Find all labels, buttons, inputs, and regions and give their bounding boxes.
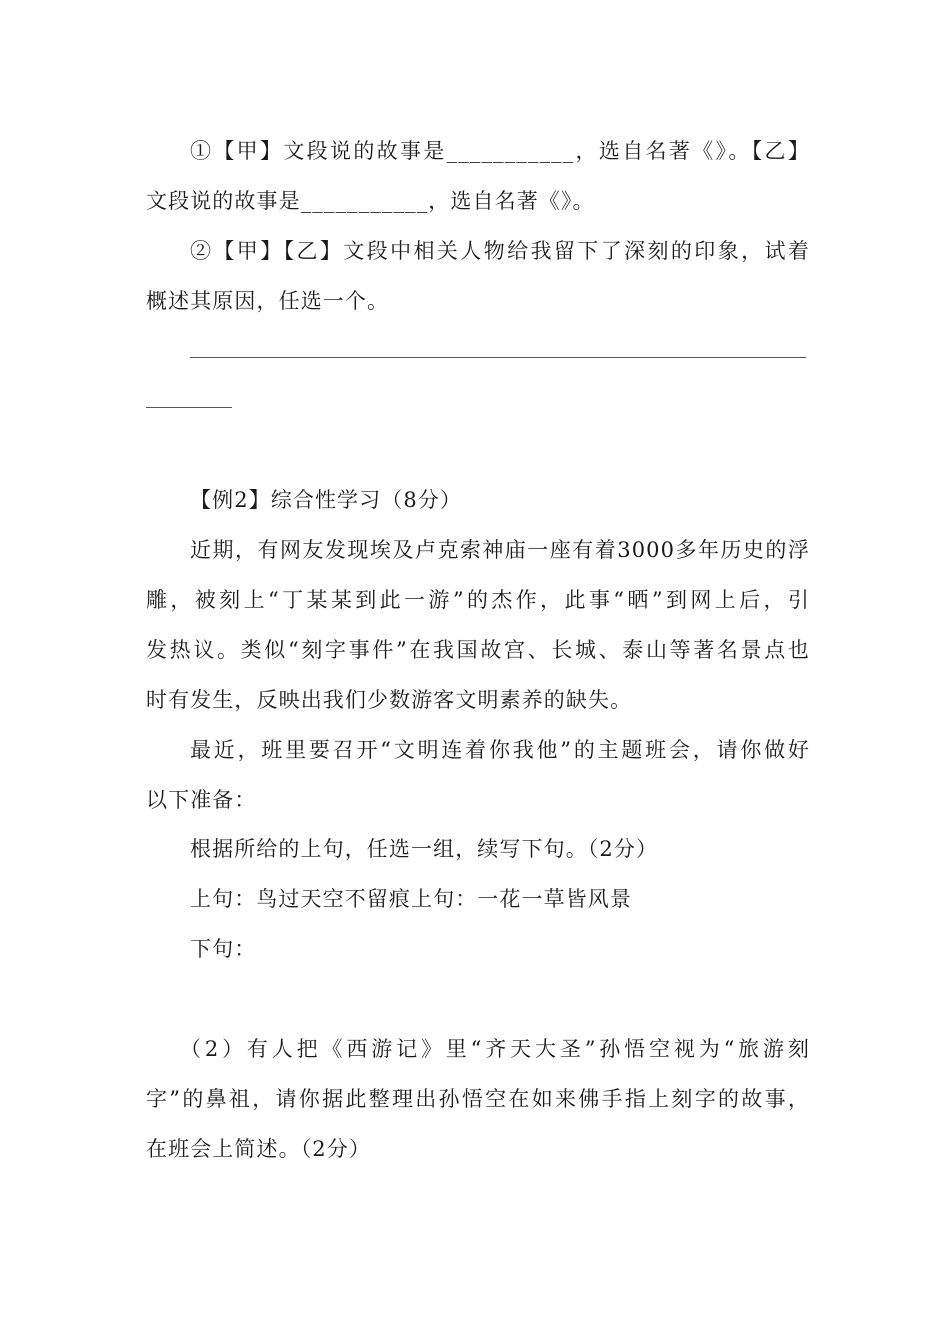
task-2-line-1: （2）有人把《西游记》里“齐天大圣”孙悟空视为“旅游刻 <box>180 1037 810 1061</box>
paragraph-1-line-4: 时有发生，反映出我们少数游客文明素养的缺失。 <box>146 688 633 712</box>
task-2-line-2: 字”的鼻祖，请你据此整理出孙悟空在如来佛手指上刻字的故事， <box>146 1087 810 1111</box>
question-2-line-2: 概述其原因，任选一个。 <box>146 289 390 313</box>
question-1-line-1: ①【甲】文段说的故事是___________，选自名著《》。【乙】 <box>190 139 810 163</box>
paragraph-1-line-2: 雕，被刻上“丁某某到此一游”的杰作，此事“晒”到网上后，引 <box>146 588 810 612</box>
question-1-line-2: 文段说的故事是___________，选自名著《》。 <box>146 189 595 213</box>
task-1-prompt: 根据所给的上句，任选一组，续写下句。（2分） <box>190 837 659 861</box>
answer-line-long <box>190 357 806 358</box>
answer-line-short <box>146 407 232 408</box>
question-2-line-1: ②【甲】【乙】文段中相关人物给我留下了深刻的印象，试着 <box>190 239 810 263</box>
lower-sentence-label: 下句： <box>190 937 257 961</box>
paragraph-2-line-2: 以下准备： <box>146 788 257 812</box>
task-2-line-3: 在班会上简述。（2分） <box>146 1137 371 1161</box>
paragraph-2-line-1: 最近，班里要召开“文明连着你我他”的主题班会，请你做好 <box>190 738 810 762</box>
paragraph-1-line-3: 发热议。类似“刻字事件”在我国故宫、长城、泰山等著名景点也 <box>146 638 810 662</box>
upper-sentence: 上句：鸟过天空不留痕上句：一花一草皆风景 <box>190 887 632 911</box>
example-2-heading: 【例2】综合性学习（8分） <box>190 488 463 512</box>
paragraph-1-line-1: 近期，有网友发现埃及卢克索神庙一座有着3000多年历史的浮 <box>190 538 810 562</box>
